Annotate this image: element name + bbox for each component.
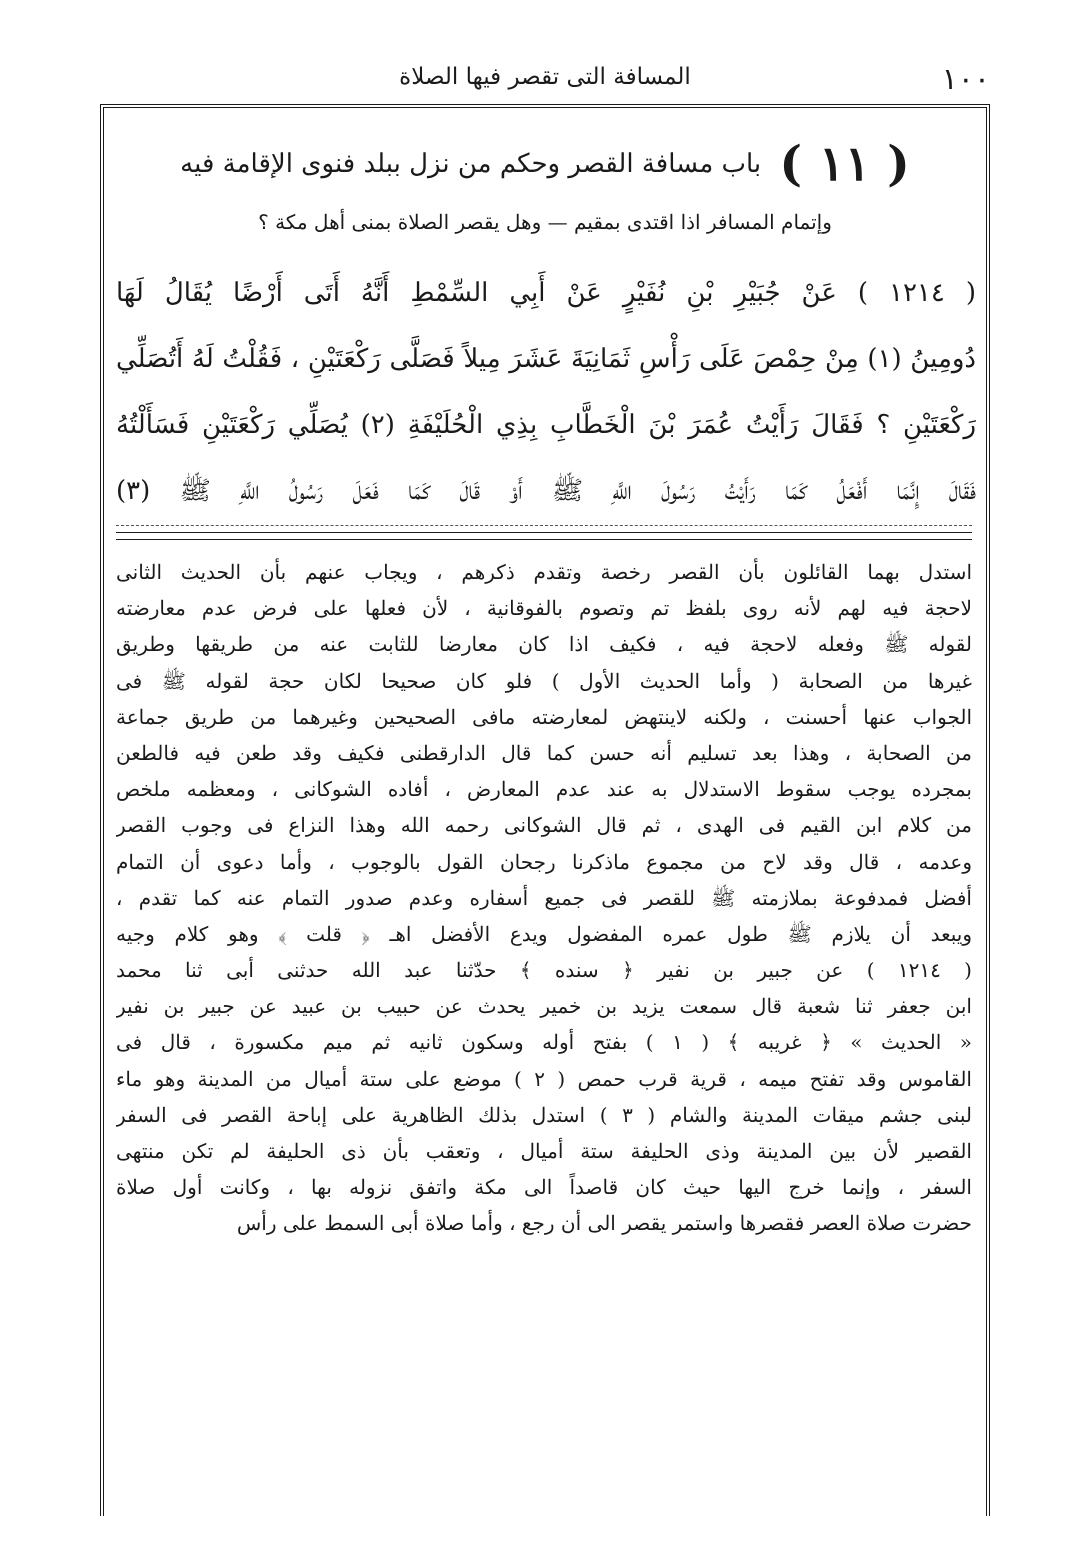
running-head [100,58,990,104]
commentary-line: لبنى جشم ميقات المدينة والشام ( ٣ ) استدل بذلك الظاهرية على إباحة القصر فى السفر [116,1102,972,1127]
hadith-line: ( ١٢١٤ ) عَنْ جُبَيْرِ بْنِ نُفَيْرٍ عَنْ أَبِي السِّمْطِ أَنَّهُ أَتَى أَرْضًا يُقَالُ لَهَا [116,278,976,308]
dashed-rule [116,525,972,526]
commentary-line: الجواب عنها أحسنت ، ولكنه لاينتهض لمعارضته مافى الصحيحين وغيرهما من طريق جماعة [116,704,972,729]
chapter-number: ( ١١ ) [779,136,910,192]
commentary-line: « الحديث » ﴿ غريبه ﴾ ( ١ ) بفتح أوله وسكون ثانيه ثم ميم مكسورة ، قال فى [116,1030,972,1055]
commentary-line: أفضل فمدفوعة بملازمته ﷺ للقصر فى جميع أسفاره وعدم صدور التمام عنه كما تقدم ، [116,885,972,910]
chapter-subtitle: وإتمام المسافر اذا اقتدى بمقيم — وهل يقصر الصلاة بمنى أهل مكة ؟ [258,210,832,234]
hadith-line: دُومِينُ (١) مِنْ حِمْصَ عَلَى رَأْسِ ثَمَانِيَةَ عَشَرَ مِيلاً فَصَلَّى رَكْعَتَيْنِ ، فَقُلْتُ لَهُ أَتُصَلِّي [116,344,976,374]
commentary-line: بمجرده يوجب سقوط الاستدلال به عند عدم المعارض ، أفاده الشوكانى ، ومعظمه ملخص [116,777,972,802]
commentary-line: ابن جعفر ثنا شعبة قال سمعت يزيد بن خمير يحدث عن حبيب بن عبيد عن جبير بن نفير [116,994,972,1019]
chapter-title: باب مسافة القصر وحكم من نزل ببلد فنوى الإقامة فيه [180,149,762,179]
commentary-line: من كلام ابن القيم فى الهدى ، ثم قال الشوكانى رحمه الله وهذا النزاع فى وجوب القصر [116,813,972,838]
page-number: ١٠٠ [941,62,990,97]
chapter-heading [120,136,970,198]
hadith-line: رَكْعَتَيْنِ ؟ فَقَالَ رَأَيْتُ عُمَرَ بْنَ الْخَطَّابِ بِذِي الْحُلَيْفَةِ (٢) يُصَلِّي رَكْعَتَيْنِ فَسَأَلْتُهُ [116,410,976,440]
running-head-title: المسافة التى تقصر فيها الصلاة [399,64,691,90]
commentary-line: السفر ، وإنما خرج اليها حيث كان قاصداً الى مكة واتفق نزوله بها ، وكانت أول صلاة [116,1175,972,1200]
commentary-line: استدل بهما القائلون بأن القصر رخصة وتقدم ذكرهم ، ويجاب عنهم بأن الحديث الثانى [116,560,972,584]
section-divider [116,532,972,540]
commentary-line: القصير لأن بين المدينة وذى الحليفة ستة أميال ، وتعقب بأن ذى الحليفة لم تكن منتهى [116,1139,972,1163]
commentary-line: وعدمه ، قال وقد لاح من مجموع ماذكرنا رجحان القول بالوجوب ، وأما دعوى أن التمام [116,849,972,874]
hadith-line: فَقَالَ إِنَّمَا أَفْعَلُ كَمَا رَأَيْتُ رَسُولَ اللَّهِ ﷺ أَوْ قَالَ كَمَا فَعَلَ رَسُولُ اللَّهِ ﷺ (٣) [116,476,976,506]
commentary-line: لقوله ﷺ وفعله لاحجة فيه ، فكيف اذا كان معارضا للثابت عنه من طريقها وطريق [116,632,972,657]
hadith-text [116,260,976,524]
commentary-line: من الصحابة ، وهذا بعد تسليم أنه حسن كما قال الدارقطنى فكيف وقد طعن فيه فالطعن [116,740,972,765]
commentary-line: ويبعد أن يلازم ﷺ طول عمره المفضول ويدع الأفضل اهـ ﴿ قلت ﴾ وهو كلام وجيه [116,921,972,946]
commentary-line: القاموس وقد تفتح ميمه ، قرية قرب حمص ( ٢ ) موضع على ستة أميال من المدينة وهو ماء [116,1066,972,1091]
commentary-text [116,554,972,1242]
commentary-line: حضرت صلاة العصر فقصرها واستمر يقصر الى أن رجع ، وأما صلاة أبى السمط على رأس [236,1211,972,1236]
commentary-line: ( ١٢١٤ ) عن جبير بن نفير ﴿ سنده ﴾ حدّثنا عبد الله حدثنى أبى ثنا محمد [116,958,972,983]
commentary-line: لاحجة فيه لهم لأنه روى بلفظ تم وتصوم بالفوقانية ، لأن فعلها على فرض عدم معارضته [116,596,972,621]
commentary-line: غيرها من الصحابة ( وأما الحديث الأول ) فلو كان صحيحا لكان حجة لقوله ﷺ فى [116,668,972,693]
